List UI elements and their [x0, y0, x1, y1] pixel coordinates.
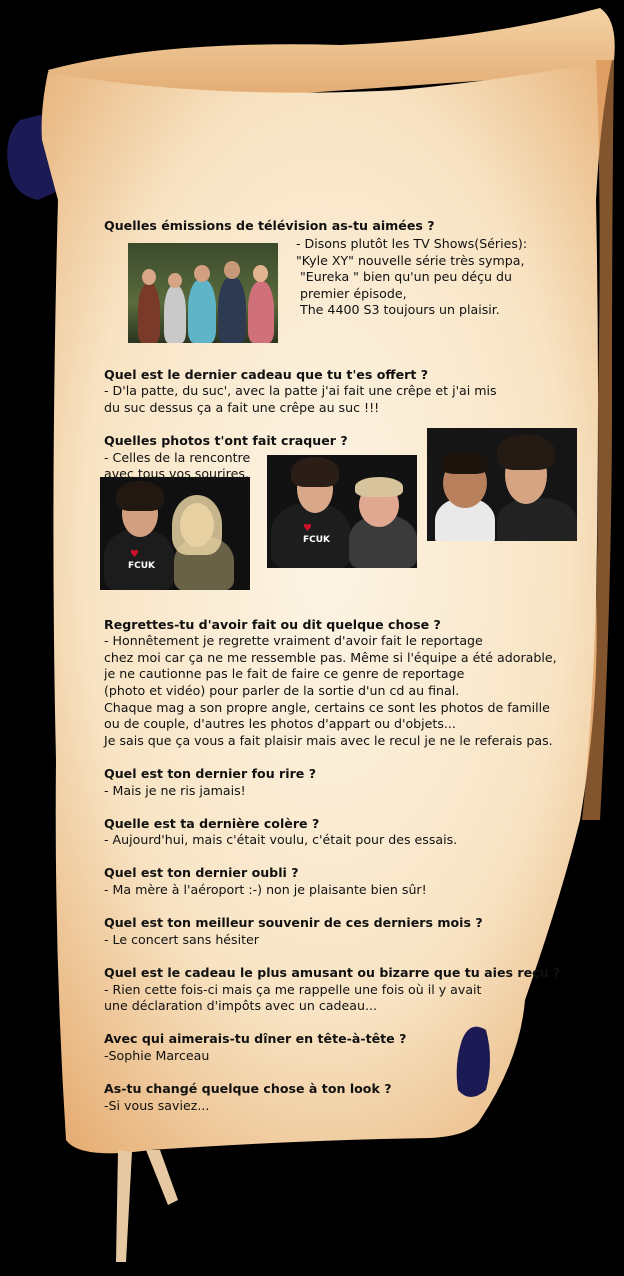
- answer-laugh: - Mais je ne ris jamais!: [104, 782, 246, 798]
- question-forget: Quel est ton dernier oubli ?: [104, 865, 299, 881]
- section-gift: [104, 367, 584, 417]
- shirt-print-text: FCUK: [303, 535, 331, 545]
- question-gift: Quel est le dernier cadeau que tu t'es offert ?: [104, 366, 429, 382]
- tv-shows-answer: - Disons plutôt les TV Shows(Séries): "Kyle XY" nouvelle série très sympa, "Eureka " bien qu'un peu déçu du premier épisode, The 4400 S3 toujours un plaisir.: [296, 236, 528, 318]
- shirt-print-text: FCUK: [128, 561, 156, 571]
- section-photos: [104, 433, 584, 600]
- section-laugh: [104, 766, 584, 799]
- answer-dinner: -Sophie Marceau: [104, 1048, 210, 1063]
- fan-photo-couple: ♥ FCUK: [100, 477, 250, 590]
- question-dinner: Avec qui aimerais-tu dîner en tête-à-tête ?: [104, 1031, 407, 1047]
- section-funny-gift: [104, 965, 584, 1015]
- answer-photos: - Celles de la rencontre avec tous vos sourires.: [104, 449, 251, 482]
- answer-forget: - Ma mère à l'aéroport :-) non je plaisante bien sûr!: [104, 882, 427, 898]
- question-regret: Regrettes-tu d'avoir fait ou dit quelque chose ?: [104, 616, 441, 632]
- question-anger: Quelle est ta dernière colère ?: [104, 815, 320, 831]
- question-memory: Quel est ton meilleur souvenir de ces derniers mois ?: [104, 915, 483, 931]
- fan-photo-woman: ♥ FCUK: [267, 455, 417, 568]
- interview-content: [104, 218, 584, 1131]
- answer-gift: - D'la patte, du suc', avec la patte j'ai fait une crêpe et j'ai mis du suc dessus ça a fait une crêpe au suc !!!: [104, 383, 497, 415]
- question-photos: Quelles photos t'ont fait craquer ?: [104, 432, 348, 448]
- section-dinner: [104, 1031, 584, 1064]
- answer-funny-gift: - Rien cette fois-ci mais ça me rappelle une fois où il y avait une déclaration d'impôts avec un cadeau...: [104, 981, 482, 1014]
- section-anger: [104, 816, 584, 849]
- section-tv: [104, 218, 584, 350]
- answer-memory: - Le concert sans hésiter: [104, 931, 259, 947]
- section-memory: [104, 915, 584, 948]
- answer-look: -Si vous saviez...: [104, 1097, 210, 1113]
- question-tv: Quelles émissions de télévision as-tu aimées ?: [104, 218, 435, 233]
- section-forget: [104, 865, 584, 898]
- question-funny-gift: Quel est le cadeau le plus amusant ou bizarre que tu aies reçu ?: [104, 965, 561, 981]
- answer-anger: - Aujourd'hui, mais c'était voulu, c'était pour des essais.: [104, 832, 458, 848]
- question-look: As-tu changé quelque chose à ton look ?: [104, 1081, 392, 1097]
- question-laugh: Quel est ton dernier fou rire ?: [104, 765, 317, 781]
- section-regret: [104, 617, 584, 750]
- section-look: [104, 1081, 584, 1114]
- answer-regret: - Honnêtement je regrette vraiment d'avoir fait le reportage chez moi car ça ne me ressemble pas. Même si l'équipe a été adorable, je ne cautionne pas le fait de faire ce genre de reportage (photo et vidéo) pour parler de la sortie d'un cd au final. Chaque mag a son propre angle, certains ce sont les photos de famille ou de couple, d'autres les photos d'appart ou d'objets... Je sais que ça vous a fait plaisir mais avec le recul je ne le referais pas.: [104, 633, 557, 748]
